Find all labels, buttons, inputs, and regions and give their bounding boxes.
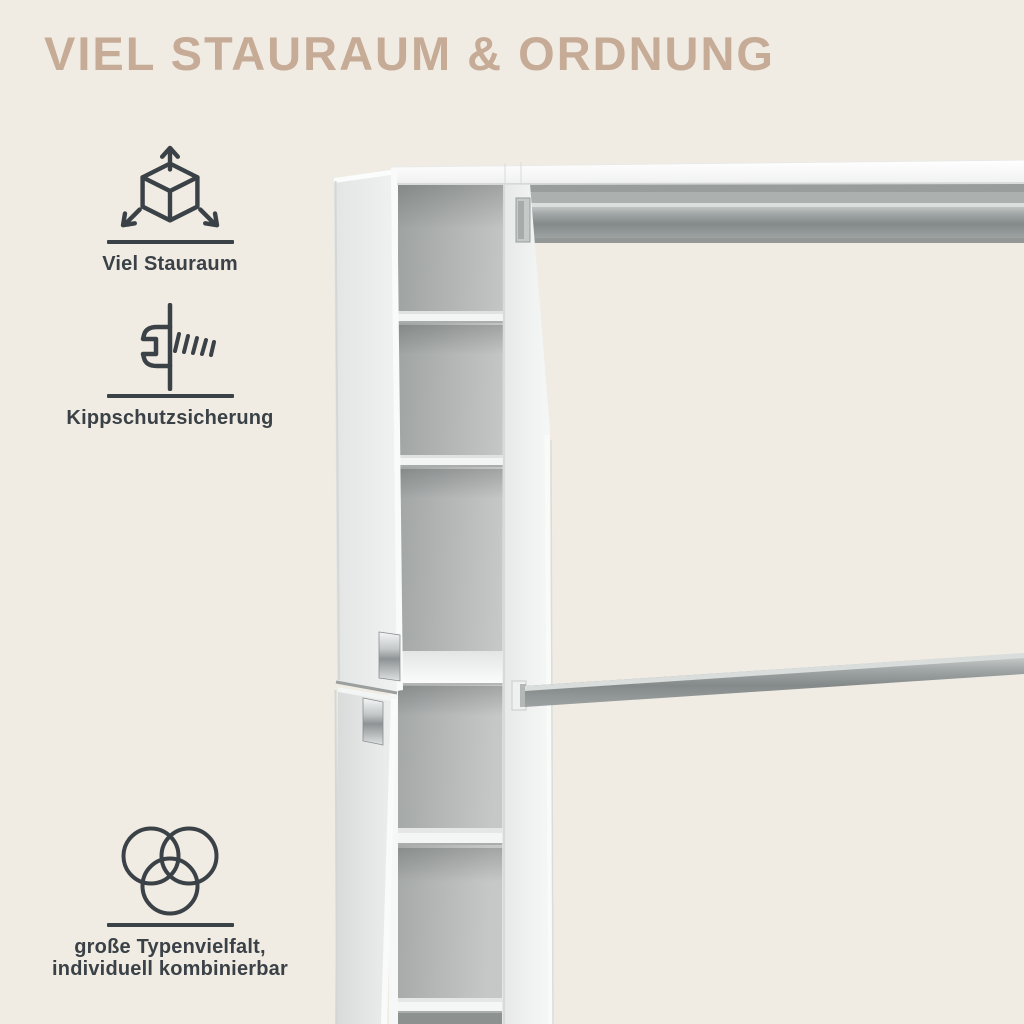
wardrobe-top-panel <box>391 160 1024 185</box>
page-title: VIEL STAURAUM & ORDNUNG <box>44 27 775 80</box>
wardrobe-shelf <box>397 455 507 467</box>
wardrobe-side-panel <box>502 167 553 1024</box>
feature-label-line-2: individuell kombinierbar <box>52 958 288 980</box>
shelf-column <box>389 177 507 1024</box>
door-handle-lower <box>363 698 383 745</box>
hanging-rail-top <box>522 203 1024 238</box>
feature-label: Viel Stauraum <box>102 253 238 275</box>
door-handle-upper <box>379 632 400 681</box>
hanging-rail-bottom <box>512 653 1024 710</box>
feature-label-line-1: große Typenvielfalt, <box>74 936 266 958</box>
wardrobe-shelf <box>397 651 507 685</box>
wardrobe-shelf <box>397 828 507 845</box>
wardrobe-door-upper <box>334 170 403 691</box>
rail-bracket <box>516 198 530 242</box>
wardrobe-shelf <box>397 998 507 1013</box>
wardrobe-shelf <box>397 311 507 323</box>
feature-label: Kippschutzsicherung <box>66 407 274 429</box>
